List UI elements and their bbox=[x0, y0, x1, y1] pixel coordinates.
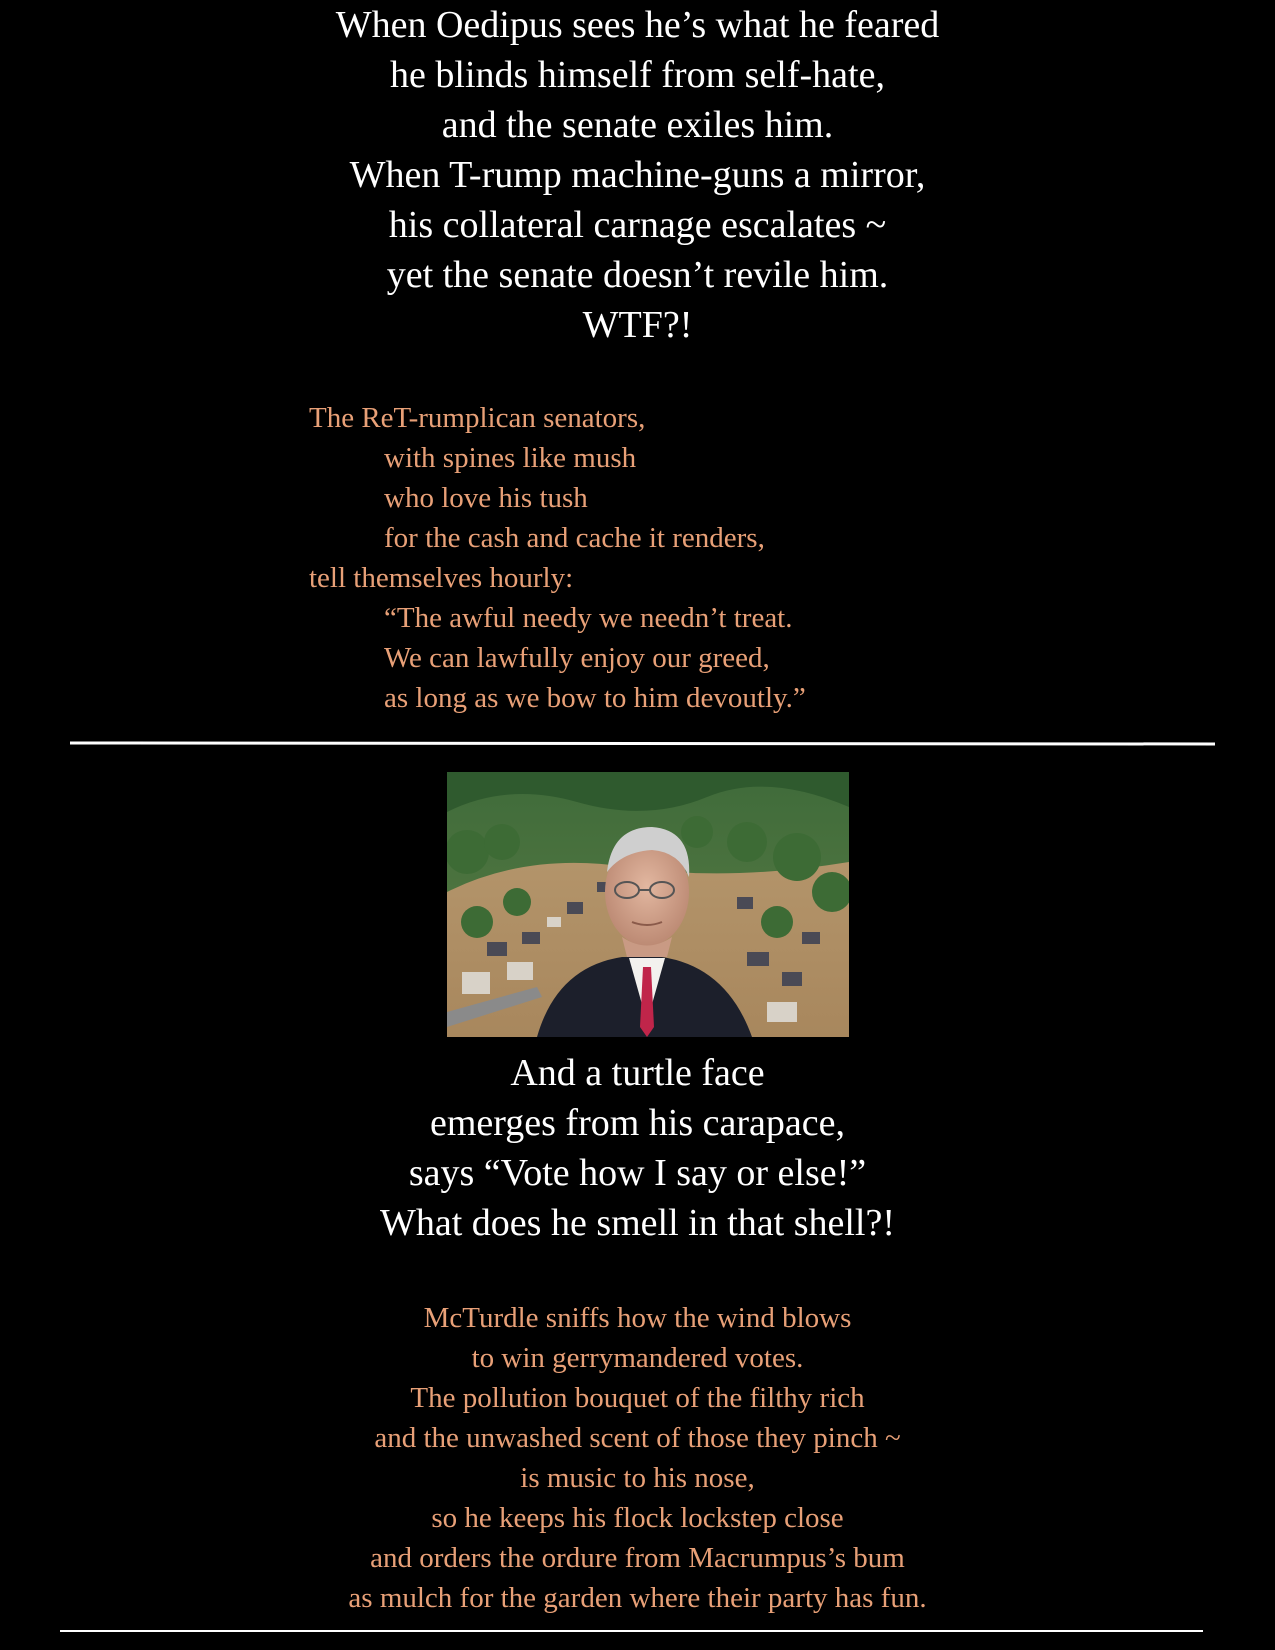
poem-line: We can lawfully enjoy our greed, bbox=[384, 642, 770, 674]
flood-photo-illustration bbox=[447, 772, 849, 1037]
poem-line: The pollution bouquet of the filthy rich bbox=[410, 1382, 865, 1414]
poem-line: yet the senate doesn’t revile him. bbox=[386, 254, 889, 296]
poem-line: so he keeps his flock lockstep close bbox=[431, 1502, 844, 1534]
poem-line: to win gerrymandered votes. bbox=[471, 1342, 804, 1374]
poem-line: McTurdle sniffs how the wind blows bbox=[423, 1302, 852, 1334]
poem-line: When T-rump machine-guns a mirror, bbox=[349, 154, 926, 196]
stanza-1 bbox=[0, 0, 1275, 350]
poem-line: WTF?! bbox=[582, 304, 693, 346]
poem-line: What does he smell in that shell?! bbox=[380, 1202, 895, 1244]
poem-line: When Oedipus sees he’s what he feared bbox=[335, 4, 940, 46]
poem-line: And a turtle face bbox=[510, 1052, 765, 1094]
poem-line: says “Vote how I say or else!” bbox=[408, 1152, 867, 1194]
divider bbox=[70, 742, 1215, 746]
poem-line: for the cash and cache it renders, bbox=[384, 522, 765, 554]
poem-line: he blinds himself from self-hate, bbox=[390, 54, 885, 96]
poem-line: emerges from his carapace, bbox=[430, 1102, 845, 1144]
poem-line: and the unwashed scent of those they pinch ~ bbox=[374, 1422, 901, 1454]
poem-line: his collateral carnage escalates ~ bbox=[388, 204, 887, 246]
stanza-2 bbox=[309, 398, 1009, 718]
poem-line: who love his tush bbox=[384, 482, 588, 514]
divider bbox=[60, 1630, 1203, 1632]
stanza-4 bbox=[0, 1298, 1275, 1618]
poem-line: as long as we bow to him devoutly.” bbox=[384, 682, 806, 714]
poem-line: tell themselves hourly: bbox=[309, 562, 574, 594]
poem-line: The ReT-rumplican senators, bbox=[309, 402, 646, 434]
flood-photo bbox=[447, 772, 849, 1037]
stanza-3 bbox=[0, 1048, 1275, 1248]
poem-line: and orders the ordure from Macrumpus’s bum bbox=[370, 1542, 905, 1574]
poem-line: with spines like mush bbox=[384, 442, 637, 474]
poem-line: “The awful needy we needn’t treat. bbox=[384, 602, 793, 634]
poem-line: is music to his nose, bbox=[520, 1462, 755, 1494]
poem-line: as mulch for the garden where their party has fun. bbox=[348, 1582, 927, 1614]
poem-line: and the senate exiles him. bbox=[441, 104, 834, 146]
